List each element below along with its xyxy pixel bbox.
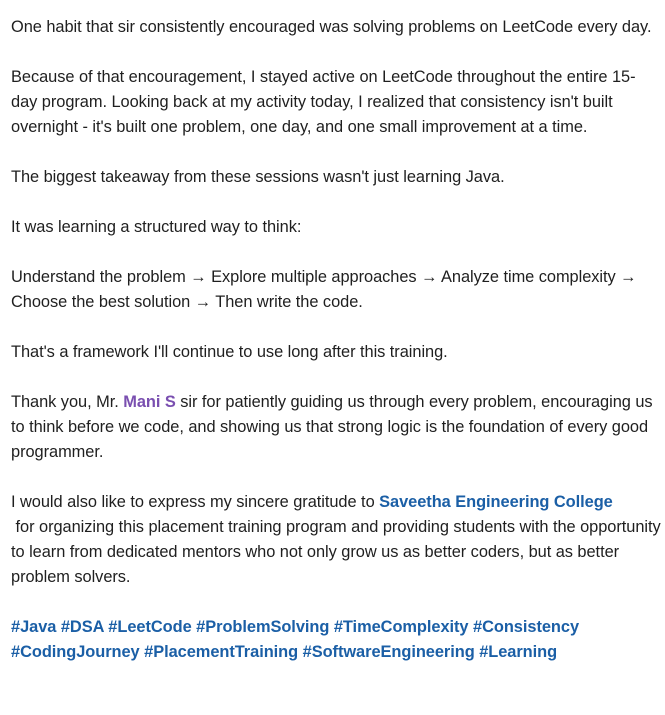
hashtag-placementtraining[interactable]: #PlacementTraining (144, 643, 299, 661)
paragraph-thanks-mentor (11, 390, 661, 465)
paragraph-thanks-college (11, 490, 665, 590)
hashtag-codingjourney[interactable]: #CodingJourney (11, 643, 140, 661)
thanks-text-before: Thank you, Mr. (11, 393, 124, 411)
college-text-after: for organizing this placement training program and providing students with the opportunity to learn from dedicated mentors who not only grow us as better coders, but as better problem solvers. (11, 518, 665, 586)
paragraph-framework-note: That's a framework I'll continue to use long after this training. (11, 343, 448, 361)
college-text-before: I would also like to express my sincere gratitude to (11, 493, 380, 511)
hashtag-consistency[interactable]: #Consistency (473, 618, 580, 636)
hashtag-timecomplexity[interactable]: #TimeComplexity (333, 618, 469, 636)
paragraph-takeaway: The biggest takeaway from these sessions wasn't just learning Java. (11, 168, 505, 186)
paragraph-leetcode-habit: One habit that sir consistently encouraged was solving problems on LeetCode every day. (11, 18, 652, 36)
hashtag-softwareengineering[interactable]: #SoftwareEngineering (302, 643, 475, 661)
mention-saveetha-engineering-college[interactable]: Saveetha Engineering College (379, 493, 613, 511)
hashtag-list (11, 615, 661, 665)
hashtag-dsa[interactable]: #DSA (60, 618, 104, 636)
mention-mani-s[interactable]: Mani S (123, 393, 176, 411)
paragraph-encouragement: Because of that encouragement, I stayed active on LeetCode throughout the entire 15-day program. Looking back at my activity today, I realized that consistency isn't built overnight - it's built one problem, one day, and one small improvement at a time. (11, 68, 636, 136)
thanks-text-after: sir for patiently guiding us through every problem, encouraging us to think before we code, and showing us that strong logic is the foundation of every good programmer. (11, 393, 658, 461)
paragraph-structured-thinking: It was learning a structured way to think: (11, 218, 302, 236)
hashtag-leetcode[interactable]: #LeetCode (108, 618, 192, 636)
hashtag-learning[interactable]: #Learning (479, 643, 558, 661)
hashtag-problemsolving[interactable]: #ProblemSolving (196, 618, 330, 636)
hashtag-java[interactable]: #Java (11, 618, 57, 636)
post-body (11, 15, 665, 665)
paragraph-framework-steps: Understand the problem → Explore multiple approaches → Analyze time complexity → Choose the best solution → Then write the code. (11, 268, 642, 311)
